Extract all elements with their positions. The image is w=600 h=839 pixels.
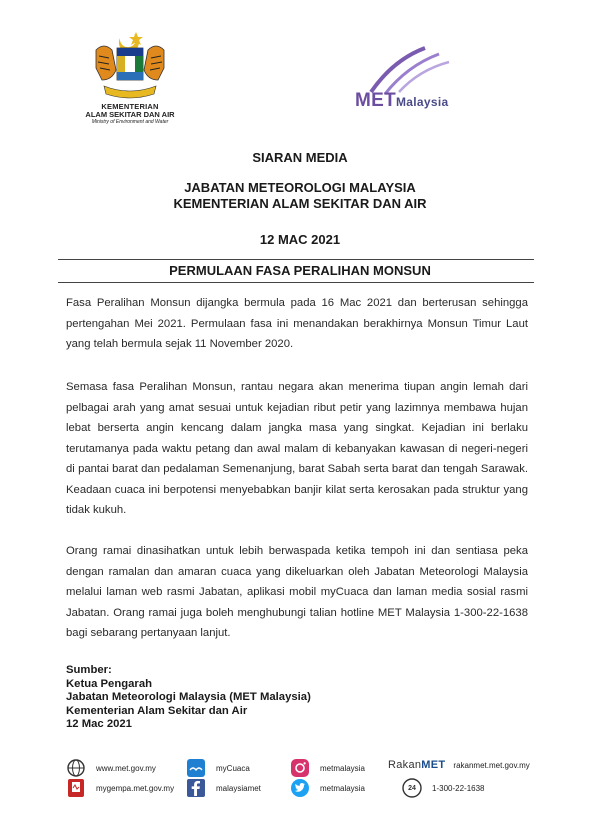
source-title: Ketua Pengarah [66, 677, 153, 690]
mycuaca-app-icon [186, 758, 206, 778]
release-subject: PERMULAAN FASA PERALIHAN MONSUN [169, 263, 431, 278]
mygempa-link[interactable]: mygempa.met.gov.my [96, 783, 175, 793]
source-ministry: Kementerian Alam Sekitar dan Air [66, 704, 248, 717]
paragraph-1: Fasa Peralihan Monsun dijangka bermula pada 16 Mac 2021 dan berterusan sehingga pertengahan Mei 2021. Permulaan fasa ini menandakan berakhirnya Monsun Timur Laut yang telah bermula sejak 11 November 2020. [66, 297, 528, 350]
website-link[interactable]: www.met.gov.my [96, 763, 156, 773]
divider-top [58, 259, 534, 260]
rakanmet-logo-prefix: Rakan [388, 759, 422, 771]
ministry-name-line1: KEMENTERIAN [101, 102, 159, 111]
twitter-handle[interactable]: metmalaysia [320, 783, 365, 793]
release-date: 12 MAC 2021 [259, 232, 341, 247]
source-department: Jabatan Meteorologi Malaysia (MET Malaysia) [66, 691, 311, 704]
hotline-contact[interactable] [402, 778, 484, 798]
met-malaysia-logo [355, 40, 515, 110]
instagram-contact[interactable] [290, 758, 365, 778]
website-contact[interactable] [66, 758, 156, 778]
facebook-icon [186, 778, 206, 798]
ministry-name: KEMENTERIAN ALAM SEKITAR DAN AIR [173, 196, 427, 211]
instagram-icon [290, 758, 310, 778]
paragraph-2: Semasa fasa Peralihan Monsun, rantau negara akan menerima tiupan angin lemah dari pelbagai arah yang amat sesuai untuk kejadian ribut petir yang lazimnya membawa hujan lebat berserta angin kencang dalam jangka masa yang singkat. Kejadian ini berlaku terutamanya pada waktu petang dan awal malam di kebanyakan kawasan di negeri-negeri di pantai barat dan pedalaman Semenanjung, barat Sabah serta barat dan tengah Sarawak. Keadaan cuaca ini berpotensi menyebabkan banjir kilat serta kerosakan pada struktur yang tidak kukuh. [66, 381, 528, 516]
coat-of-arms-icon [90, 28, 170, 100]
facebook-handle[interactable]: malaysiamet [216, 783, 261, 793]
department-name: JABATAN METEOROLOGI MALAYSIA [184, 180, 416, 195]
source-date: 12 Mac 2021 [66, 718, 132, 731]
department-heading [0, 180, 600, 212]
hotline-number[interactable]: 1-300-22-1638 [432, 783, 485, 793]
twitter-contact[interactable] [290, 778, 365, 798]
mycuaca-contact[interactable] [186, 758, 250, 778]
facebook-contact[interactable] [186, 778, 261, 798]
instagram-handle[interactable]: metmalaysia [320, 763, 365, 773]
met-malaysia-wordmark [355, 90, 448, 112]
mygempa-contact[interactable] [66, 778, 174, 798]
rakanmet-link[interactable]: rakanmet.met.gov.my [453, 760, 530, 770]
phone-24h-icon [402, 778, 422, 798]
globe-icon [66, 758, 86, 778]
ministry-logo [80, 28, 180, 126]
met-wordmark: MET [355, 90, 397, 111]
paragraph-3: Orang ramai dinasihatkan untuk lebih berwaspada ketika tempoh ini dan sentiasa peka dengan ramalan dan amaran cuaca yang dikeluarkan oleh Jabatan Meteorologi Malaysia melalui laman web rasmi Jabatan, aplikasi mobil myCuaca dan laman media sosial rasmi Jabatan. Orang ramai juga boleh menghubungi talian hotline MET Malaysia 1-300-22-1638 bagi sebarang pertanyaan lanjut. [66, 545, 528, 639]
ministry-name-english: Ministry of Environment and Water [91, 119, 169, 125]
siaran-media-heading: SIARAN MEDIA [252, 150, 348, 165]
twitter-icon [290, 778, 310, 798]
mygempa-app-icon [66, 778, 86, 798]
source-label: Sumber: [66, 664, 112, 676]
hotline-24h-badge: 24 [408, 784, 416, 792]
rakanmet-contact[interactable] [388, 759, 530, 771]
source-block [66, 664, 311, 732]
mycuaca-link[interactable]: myCuaca [216, 763, 250, 773]
ministry-name-line2: ALAM SEKITAR DAN AIR [85, 110, 175, 119]
malaysia-wordmark: Malaysia [396, 95, 449, 109]
rakanmet-logo [388, 759, 445, 771]
divider-bottom [58, 282, 534, 283]
rakanmet-logo-suffix: MET [421, 759, 446, 771]
